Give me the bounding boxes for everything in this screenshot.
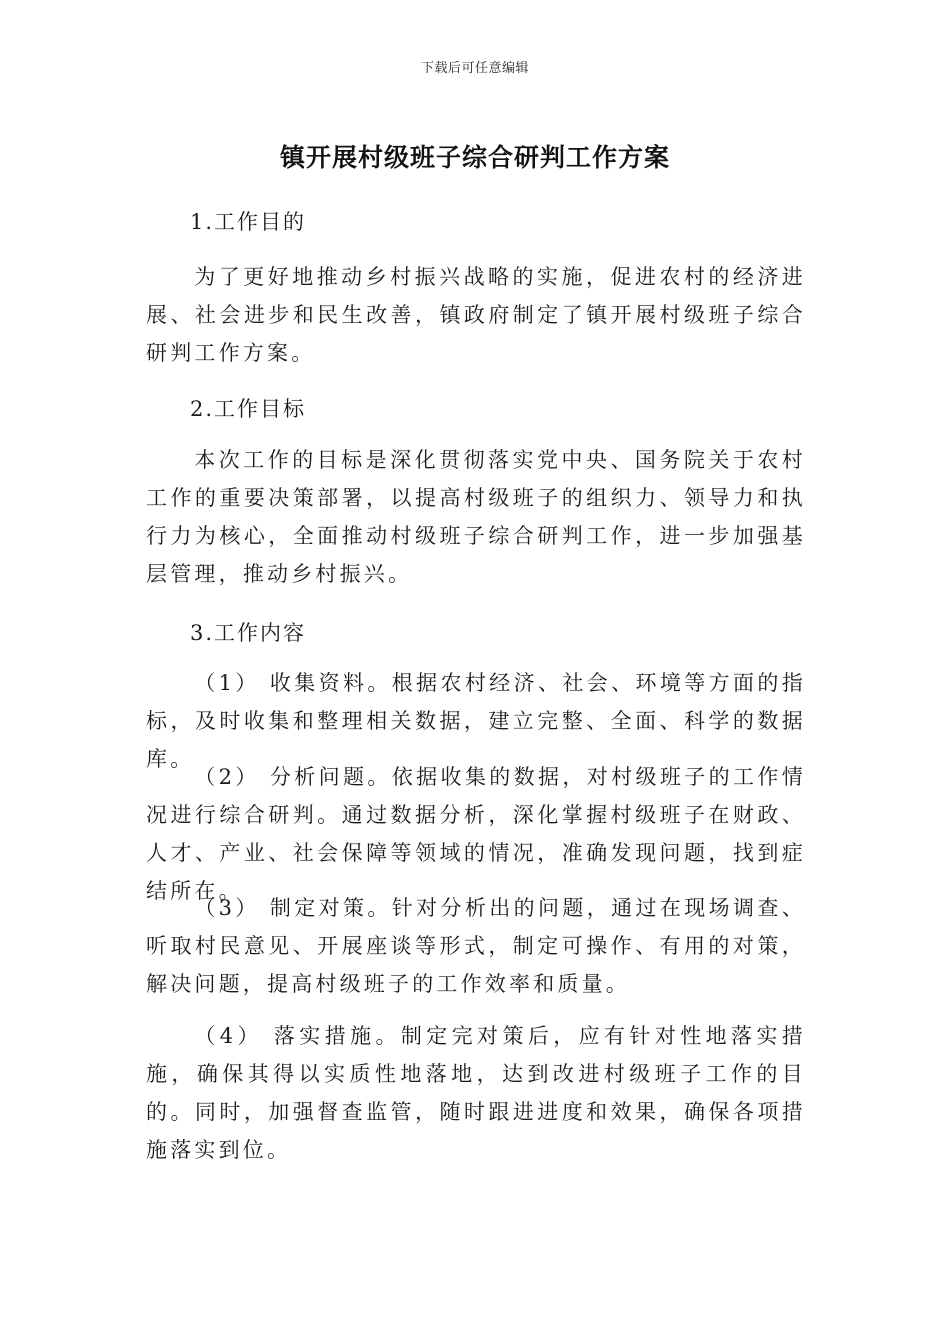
paragraph: （2） 分析问题。依据收集的数据，对村级班子的工作情况进行综合研判。通过数据分析，深化掌握村级班子在财政、人才、产业、社会保障等领域的情况，准确发现问题，找到症结所在。 — [146, 765, 806, 903]
section-1-body — [146, 258, 806, 372]
section-3-item-3 — [146, 889, 806, 1003]
section-3-item-2 — [146, 758, 806, 910]
header-note: 下载后可任意编辑 — [420, 61, 529, 76]
section-3-item-4 — [146, 1017, 806, 1169]
section-heading-2: 2.工作目标 — [190, 397, 307, 421]
section-heading-3: 3.工作内容 — [190, 621, 307, 645]
document-title: 镇开展村级班子综合研判工作方案 — [279, 143, 670, 172]
section-heading-1: 1.工作目的 — [190, 210, 307, 234]
paragraph: （3） 制定对策。针对分析出的问题，通过在现场调查、听取村民意见、开展座谈等形式，制定可操作、有用的对策，解决问题，提高村级班子的工作效率和质量。 — [146, 896, 806, 996]
paragraph: 为了更好地推动乡村振兴战略的实施，促进农村的经济进展、社会进步和民生改善，镇政府制定了镇开展村级班子综合研判工作方案。 — [146, 265, 806, 365]
paragraph: 本次工作的目标是深化贯彻落实党中央、国务院关于农村工作的重要决策部署，以提高村级班子的组织力、领导力和执行力为核心，全面推动村级班子综合研判工作，进一步加强基层管理，推动乡村振兴。 — [146, 448, 806, 586]
section-2-body — [146, 441, 806, 593]
paragraph: （4） 落实措施。制定完对策后，应有针对性地落实措施，确保其得以实质性地落地，达到改进村级班子工作的目的。同时，加强督查监管，随时跟进进度和效果，确保各项措施落实到位。 — [146, 1024, 806, 1162]
paragraph: （1） 收集资料。根据农村经济、社会、环境等方面的指标，及时收集和整理相关数据，建立完整、全面、科学的数据库。 — [146, 671, 806, 771]
